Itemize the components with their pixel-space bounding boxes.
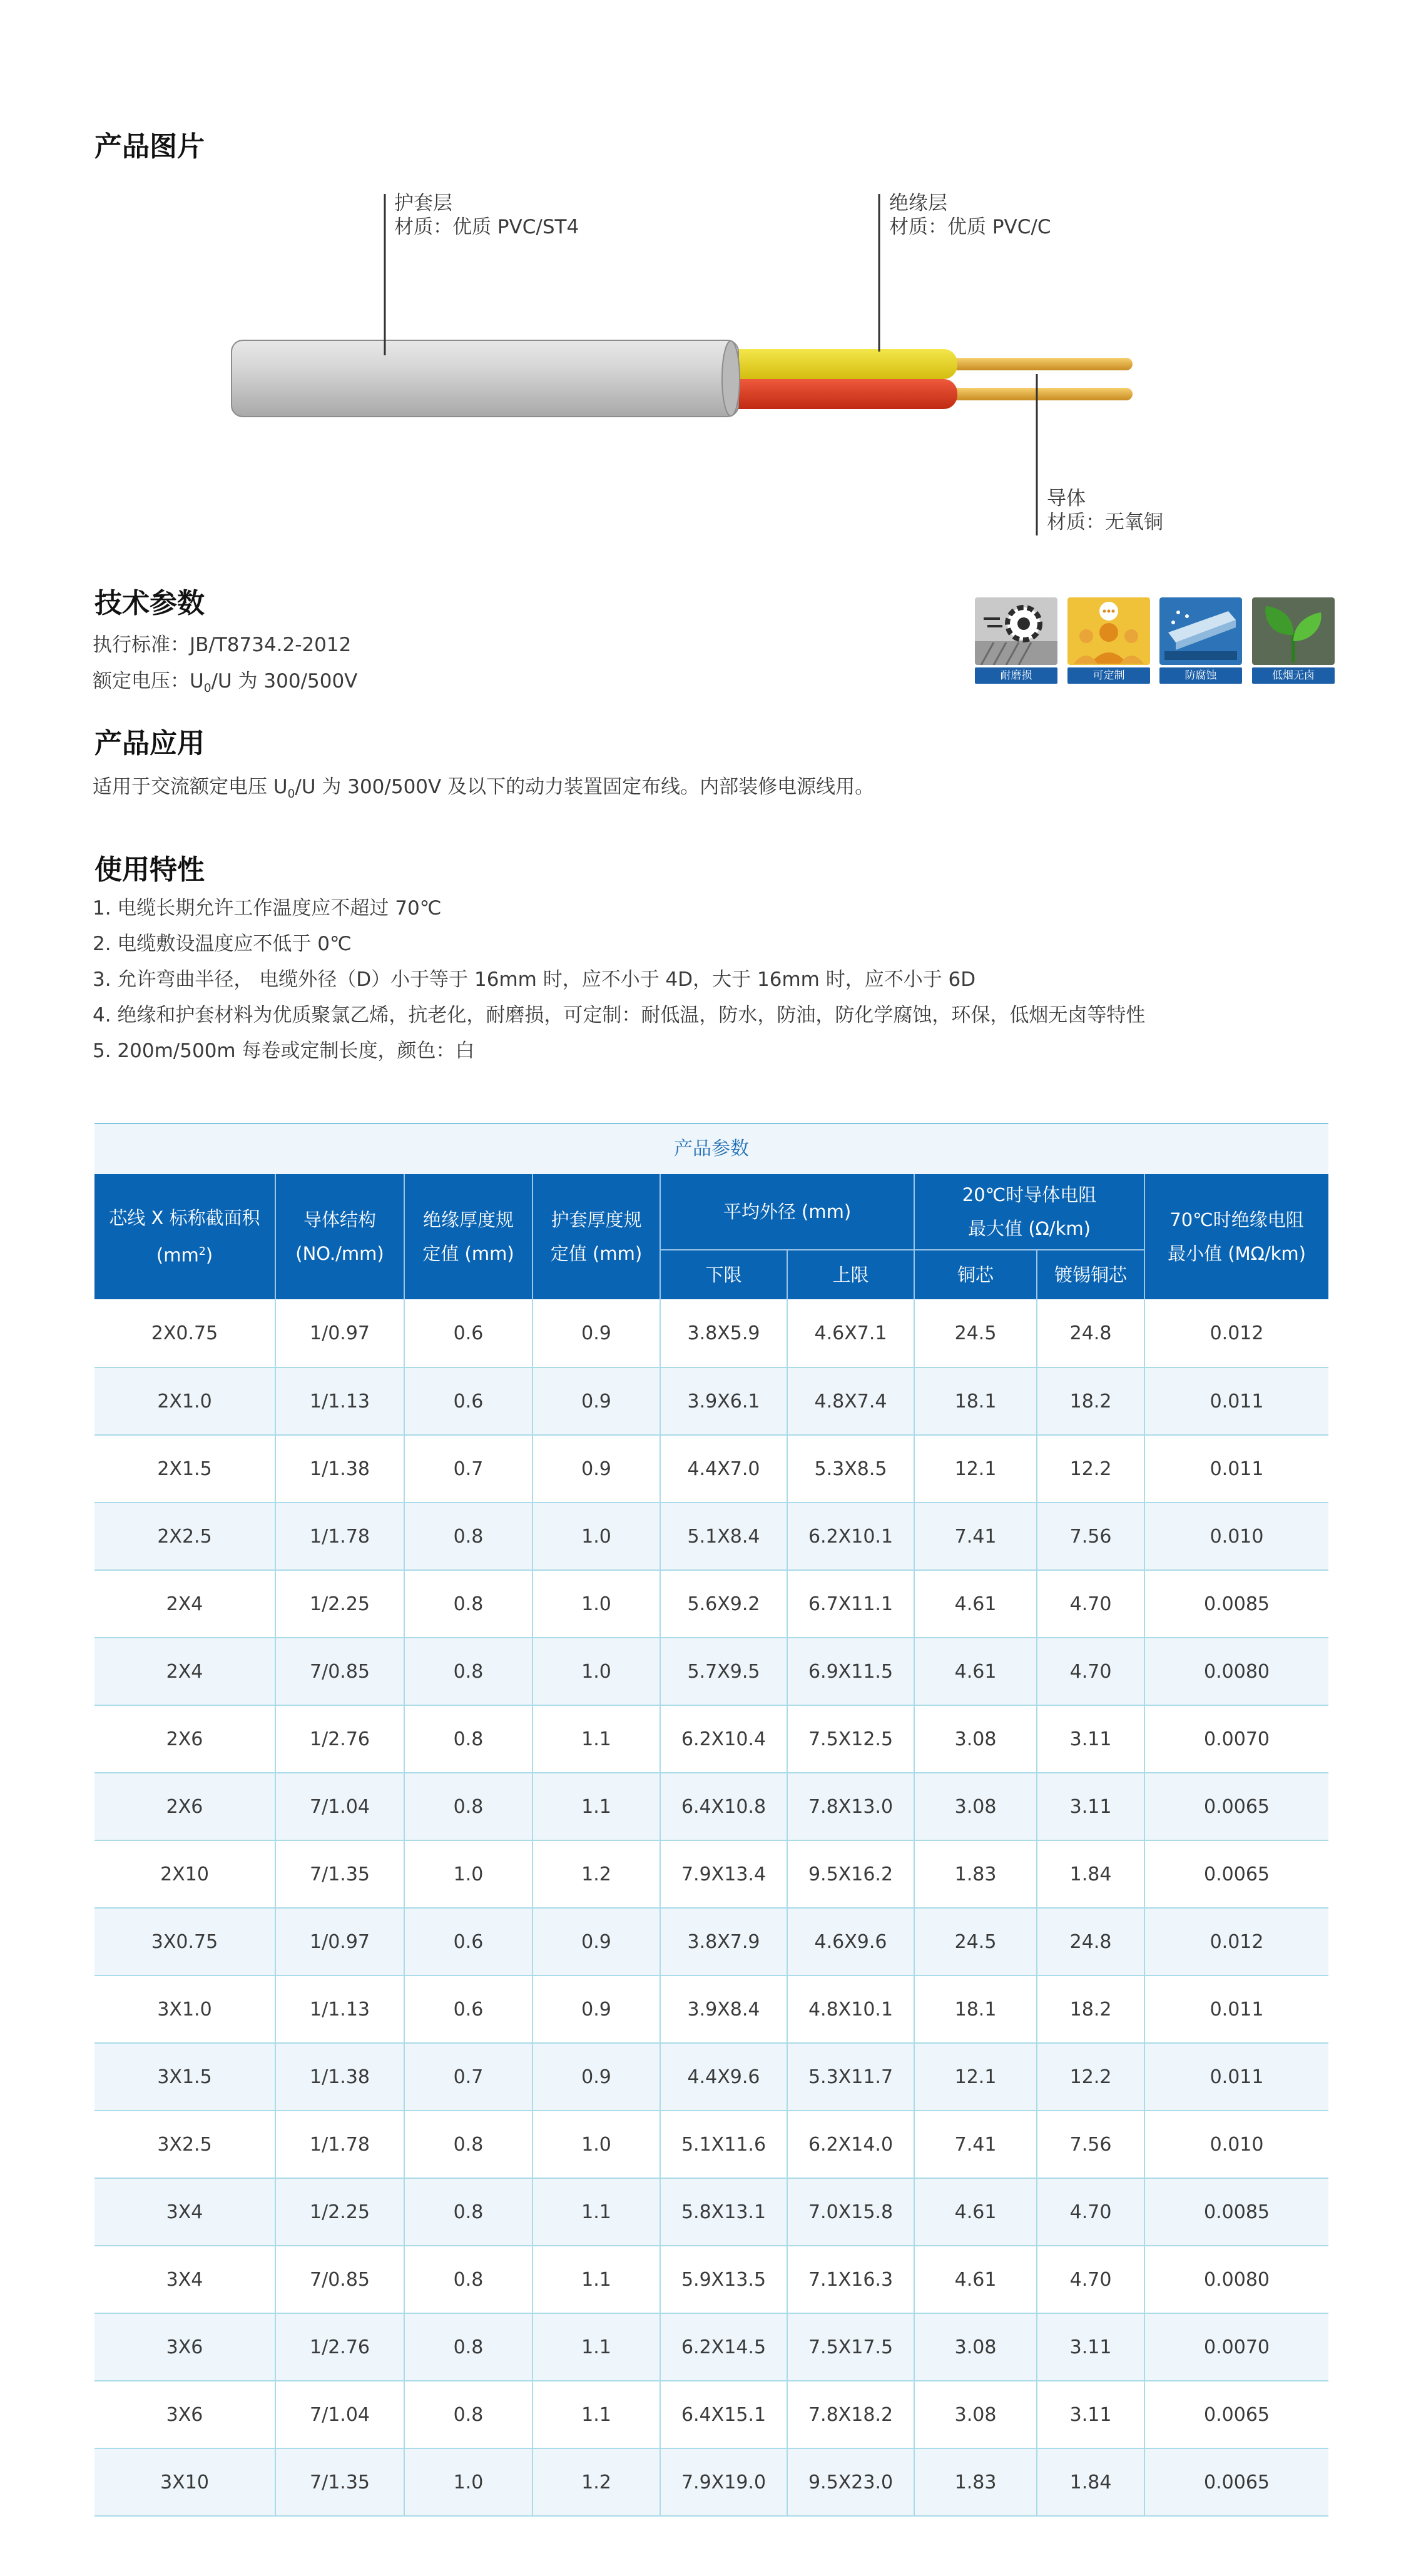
usage-title: 使用特性	[94, 854, 205, 886]
table-cell: 4.8X10.1	[787, 1975, 914, 2043]
table-cell: 0.9	[532, 1299, 660, 1367]
table-cell: 1.1	[532, 2313, 660, 2381]
conductor-callout	[1047, 487, 1163, 534]
table-cell: 5.9X13.5	[660, 2246, 787, 2313]
table-row	[94, 1503, 1328, 1570]
table-cell: 0.8	[404, 1638, 532, 1705]
feature-customize	[1067, 597, 1150, 684]
table-cell: 1/0.97	[275, 1908, 404, 1975]
table-cell: 0.8	[404, 1773, 532, 1840]
table-cell: 1/1.78	[275, 2111, 404, 2178]
insulation-red	[713, 379, 957, 409]
table-cell: 1/1.13	[275, 1367, 404, 1435]
table-cell: 1/2.25	[275, 1570, 404, 1638]
table-cell: 5.7X9.5	[660, 1638, 787, 1705]
table-cell: 1.1	[532, 2246, 660, 2313]
application-title: 产品应用	[94, 728, 205, 759]
table-cell: 6.9X11.5	[787, 1638, 914, 1705]
table-cell: 24.5	[914, 1299, 1037, 1367]
table-cell: 0.011	[1144, 1435, 1328, 1503]
table-cell: 5.1X8.4	[660, 1503, 787, 1570]
col-copper-header: 铜芯	[914, 1250, 1037, 1299]
table-cell: 4.4X9.6	[660, 2043, 787, 2111]
table-cell: 0.8	[404, 2381, 532, 2448]
insulation-material: 材质：优质 PVC/C	[889, 216, 1051, 238]
sheath	[232, 340, 738, 417]
insulation-title: 绝缘层	[889, 192, 947, 215]
table-cell: 3X6	[94, 2313, 275, 2381]
table-cell: 3X0.75	[94, 1908, 275, 1975]
table-cell: 3X2.5	[94, 2111, 275, 2178]
table-cell: 1/2.76	[275, 1705, 404, 1773]
table-row	[94, 1705, 1328, 1773]
table-cell: 1/0.97	[275, 1299, 404, 1367]
table-row	[94, 2043, 1328, 2111]
table-row	[94, 2448, 1328, 2516]
table-cell: 9.5X23.0	[787, 2448, 914, 2516]
params-table	[94, 1123, 1328, 2517]
table-cell: 4.70	[1037, 1638, 1144, 1705]
table-cell: 7.41	[914, 2111, 1037, 2178]
usage-item: 4. 绝缘和护套材料为优质聚氯乙烯，抗老化，耐磨损，可定制：耐低温，防水，防油，防化学腐蚀，环保，低烟无卤等特性	[93, 1004, 1146, 1027]
table-cell: 4.70	[1037, 2178, 1144, 2246]
table-cell: 3.9X8.4	[660, 1975, 787, 2043]
table-cell: 3.8X5.9	[660, 1299, 787, 1367]
table-cell: 0.9	[532, 1435, 660, 1503]
table-row	[94, 1908, 1328, 1975]
table-cell: 7.8X13.0	[787, 1773, 914, 1840]
table-cell: 2X1.5	[94, 1435, 275, 1503]
table-cell: 7/0.85	[275, 1638, 404, 1705]
table-cell: 12.2	[1037, 2043, 1144, 2111]
table-cell: 0.9	[532, 2043, 660, 2111]
table-cell: 7.5X12.5	[787, 1705, 914, 1773]
table-cell: 0.8	[404, 2178, 532, 2246]
sheath-material: 材质：优质 PVC/ST4	[394, 216, 579, 238]
usage-item: 1. 电缆长期允许工作温度应不超过 70℃	[93, 897, 442, 920]
table-cell: 6.7X11.1	[787, 1570, 914, 1638]
table-cell: 2X4	[94, 1638, 275, 1705]
table-cell: 1.1	[532, 1773, 660, 1840]
table-cell: 0.0065	[1144, 2381, 1328, 2448]
table-row	[94, 1840, 1328, 1908]
table-cell: 1.0	[532, 1570, 660, 1638]
feature-low-smoke	[1252, 597, 1335, 684]
table-cell: 1.1	[532, 2381, 660, 2448]
table-cell: 6.2X10.4	[660, 1705, 787, 1773]
table-cell: 0.0085	[1144, 2178, 1328, 2246]
table-cell: 0.011	[1144, 2043, 1328, 2111]
table-cell: 4.70	[1037, 1570, 1144, 1638]
table-cell: 4.4X7.0	[660, 1435, 787, 1503]
table-cell: 4.8X7.4	[787, 1367, 914, 1435]
table-cell: 0.6	[404, 1975, 532, 2043]
table-cell: 0.0080	[1144, 1638, 1328, 1705]
table-cell: 3.08	[914, 1773, 1037, 1840]
sheath-title: 护套层	[394, 192, 452, 215]
conductor-upper	[945, 358, 1133, 370]
feature-label: 防腐蚀	[1159, 667, 1242, 684]
product-image-title: 产品图片	[94, 131, 205, 163]
table-cell: 1.2	[532, 2448, 660, 2516]
table-cell: 3X4	[94, 2178, 275, 2246]
table-cell: 1/2.25	[275, 2178, 404, 2246]
table-row	[94, 2111, 1328, 2178]
table-row	[94, 2246, 1328, 2313]
table-cell: 0.8	[404, 1705, 532, 1773]
table-row	[94, 1570, 1328, 1638]
table-cell: 2X2.5	[94, 1503, 275, 1570]
table-cell: 0.6	[404, 1367, 532, 1435]
table-cell: 1.1	[532, 2178, 660, 2246]
table-cell: 5.1X11.6	[660, 2111, 787, 2178]
table-cell: 3.11	[1037, 1773, 1144, 1840]
table-cell: 0.0065	[1144, 1773, 1328, 1840]
feature-label: 可定制	[1067, 667, 1150, 684]
table-row	[94, 2178, 1328, 2246]
table-cell: 1/1.38	[275, 2043, 404, 2111]
table-cell: 2X6	[94, 1773, 275, 1840]
table-row	[94, 1299, 1328, 1367]
table-cell: 12.2	[1037, 1435, 1144, 1503]
table-row	[94, 2381, 1328, 2448]
table-cell: 12.1	[914, 2043, 1037, 2111]
conductor-title: 导体	[1047, 487, 1086, 510]
table-cell: 5.3X11.7	[787, 2043, 914, 2111]
table-cell: 0.6	[404, 1299, 532, 1367]
table-cell: 0.011	[1144, 1975, 1328, 2043]
conductor-lower	[945, 388, 1133, 400]
table-cell: 5.8X13.1	[660, 2178, 787, 2246]
table-cell: 2X1.0	[94, 1367, 275, 1435]
col-upper-header: 上限	[787, 1250, 914, 1299]
table-cell: 2X10	[94, 1840, 275, 1908]
table-cell: 1.1	[532, 1705, 660, 1773]
table-body	[94, 1299, 1328, 2516]
table-cell: 0.012	[1144, 1908, 1328, 1975]
table-cell: 3X4	[94, 2246, 275, 2313]
insulation-yellow	[713, 349, 957, 379]
col-outer-diameter-header: 平均外径 (mm)	[660, 1174, 914, 1250]
table-cell: 9.5X16.2	[787, 1840, 914, 1908]
table-cell: 1.2	[532, 1840, 660, 1908]
table-cell: 6.2X14.0	[787, 2111, 914, 2178]
table-cell: 5.3X8.5	[787, 1435, 914, 1503]
table-cell: 0.7	[404, 1435, 532, 1503]
table-cell: 4.70	[1037, 2246, 1144, 2313]
voltage-text: 额定电压：$U_0/U$ 为 300/500V	[93, 670, 358, 696]
table-cell: 7.1X16.3	[787, 2246, 914, 2313]
table-cell: 0.0065	[1144, 2448, 1328, 2516]
table-cell: 3.11	[1037, 2313, 1144, 2381]
table-cell: 0.6	[404, 1908, 532, 1975]
table-cell: 7.9X13.4	[660, 1840, 787, 1908]
col-tinned-header: 镀锡铜芯	[1037, 1250, 1144, 1299]
table-cell: 1.0	[532, 1638, 660, 1705]
col-insulation-resistance-header: 70℃时绝缘电阻 最小值 (MΩ/km)	[1144, 1174, 1328, 1299]
col-conductor-header: 导体结构 (NO./mm)	[275, 1174, 404, 1299]
table-cell: 24.8	[1037, 1908, 1144, 1975]
table-row	[94, 1435, 1328, 1503]
table-cell: 6.4X10.8	[660, 1773, 787, 1840]
table-cell: 5.6X9.2	[660, 1570, 787, 1638]
table-cell: 0.0080	[1144, 2246, 1328, 2313]
table-row	[94, 1367, 1328, 1435]
standard-text: 执行标准：JB/T8734.2-2012	[93, 634, 352, 656]
anticorrosion-icon	[1159, 597, 1242, 665]
table-cell: 3X1.5	[94, 2043, 275, 2111]
table-cell: 7/0.85	[275, 2246, 404, 2313]
table-cell: 18.2	[1037, 1367, 1144, 1435]
table-cell: 6.2X14.5	[660, 2313, 787, 2381]
table-cell: 7.5X17.5	[787, 2313, 914, 2381]
table-cell: 0.010	[1144, 2111, 1328, 2178]
usage-item: 5. 200m/500m 每卷或定制长度，颜色：白	[93, 1040, 475, 1062]
table-cell: 6.2X10.1	[787, 1503, 914, 1570]
table-cell: 3.11	[1037, 1705, 1144, 1773]
insulation-callout	[889, 191, 1051, 239]
table-cell: 0.0065	[1144, 1840, 1328, 1908]
feature-label: 低烟无卤	[1252, 667, 1335, 684]
table-cell: 0.0070	[1144, 2313, 1328, 2381]
gear-abrasion-icon	[975, 597, 1057, 665]
application-text: 适用于交流额定电压 $U_0/U$ 为 300/500V 及以下的动力装置固定布线。内部装修电源线用。	[93, 776, 875, 801]
table-cell: 0.8	[404, 2111, 532, 2178]
table-cell: 0.8	[404, 2246, 532, 2313]
table-cell: 4.61	[914, 1638, 1037, 1705]
usage-item: 2. 电缆敷设温度应不低于 0℃	[93, 933, 352, 955]
table-cell: 3X6	[94, 2381, 275, 2448]
table-cell: 7.56	[1037, 1503, 1144, 1570]
table-cell: 1/1.38	[275, 1435, 404, 1503]
table-cell: 7.0X15.8	[787, 2178, 914, 2246]
table-cell: 4.61	[914, 2246, 1037, 2313]
table-cell: 3X1.0	[94, 1975, 275, 2043]
cable-illustration	[225, 188, 1239, 538]
table-cell: 0.010	[1144, 1503, 1328, 1570]
table-cell: 24.5	[914, 1908, 1037, 1975]
usage-item: 3. 允许弯曲半径， 电缆外径（D）小于等于 16mm 时，应不小于 4D，大于 16mm 时，应不小于 6D	[93, 968, 976, 991]
table-row	[94, 1638, 1328, 1705]
conductor-material: 材质：无氧铜	[1047, 511, 1163, 534]
table-cell: 1.0	[532, 2111, 660, 2178]
table-cell: 1/2.76	[275, 2313, 404, 2381]
table-cell: 0.9	[532, 1367, 660, 1435]
table-cell: 0.9	[532, 1975, 660, 2043]
customize-people-icon	[1067, 597, 1150, 665]
table-cell: 18.1	[914, 1975, 1037, 2043]
table-cell: 4.61	[914, 1570, 1037, 1638]
table-cell: 3.08	[914, 2313, 1037, 2381]
table-cell: 7/1.35	[275, 2448, 404, 2516]
table-cell: 7.41	[914, 1503, 1037, 1570]
feature-anticorrosion	[1159, 597, 1242, 684]
leaf-eco-icon	[1252, 597, 1335, 665]
table-cell: 7/1.04	[275, 2381, 404, 2448]
table-cell: 1.0	[404, 1840, 532, 1908]
table-cell: 0.7	[404, 2043, 532, 2111]
table-cell: 4.6X7.1	[787, 1299, 914, 1367]
table-cell: 7.9X19.0	[660, 2448, 787, 2516]
feature-label: 耐磨损	[975, 667, 1057, 684]
col-lower-header: 下限	[660, 1250, 787, 1299]
table-cell: 1/1.13	[275, 1975, 404, 2043]
table-row	[94, 1773, 1328, 1840]
table-caption: 产品参数	[94, 1123, 1328, 1174]
table-cell: 3.08	[914, 2381, 1037, 2448]
table-cell: 6.4X15.1	[660, 2381, 787, 2448]
table-cell: 1.84	[1037, 1840, 1144, 1908]
table-cell: 0.9	[532, 1908, 660, 1975]
table-cell: 0.0085	[1144, 1570, 1328, 1638]
table-cell: 3.11	[1037, 2381, 1144, 2448]
table-cell: 3.8X7.9	[660, 1908, 787, 1975]
col-sheath-thickness-header: 护套厚度规 定值 (mm)	[532, 1174, 660, 1299]
sheath-callout	[394, 191, 579, 239]
feature-abrasion	[975, 597, 1057, 684]
table-cell: 7/1.04	[275, 1773, 404, 1840]
table-cell: 3.08	[914, 1705, 1037, 1773]
table-cell: 2X4	[94, 1570, 275, 1638]
table-cell: 24.8	[1037, 1299, 1144, 1367]
col-resistance-header: 20℃时导体电阻 最大值 (Ω/km)	[914, 1174, 1144, 1250]
table-cell: 1.0	[404, 2448, 532, 2516]
table-cell: 1.84	[1037, 2448, 1144, 2516]
table-cell: 0.8	[404, 1503, 532, 1570]
table-cell: 0.0070	[1144, 1705, 1328, 1773]
table-cell: 1/1.78	[275, 1503, 404, 1570]
table-cell: 4.61	[914, 2178, 1037, 2246]
table-cell: 1.83	[914, 2448, 1037, 2516]
table-cell: 7.56	[1037, 2111, 1144, 2178]
table-cell: 1.83	[914, 1840, 1037, 1908]
table-cell: 4.6X9.6	[787, 1908, 914, 1975]
table-row	[94, 1975, 1328, 2043]
col-cross-section-header: 芯线 X 标称截面积 $(mm^2)$	[94, 1174, 275, 1299]
table-cell: 2X0.75	[94, 1299, 275, 1367]
table-cell: 0.8	[404, 2313, 532, 2381]
table-cell: 1.0	[532, 1503, 660, 1570]
table-cell: 0.012	[1144, 1299, 1328, 1367]
col-insulation-thickness-header: 绝缘厚度规 定值 (mm)	[404, 1174, 532, 1299]
table-cell: 7/1.35	[275, 1840, 404, 1908]
table-cell: 2X6	[94, 1705, 275, 1773]
table-cell: 18.1	[914, 1367, 1037, 1435]
table-cell: 3X10	[94, 2448, 275, 2516]
table-row	[94, 2313, 1328, 2381]
table-cell: 0.011	[1144, 1367, 1328, 1435]
table-cell: 12.1	[914, 1435, 1037, 1503]
tech-params-title: 技术参数	[94, 587, 205, 619]
table-cell: 3.9X6.1	[660, 1367, 787, 1435]
table-cell: 0.8	[404, 1570, 532, 1638]
table-cell: 7.8X18.2	[787, 2381, 914, 2448]
table-cell: 18.2	[1037, 1975, 1144, 2043]
